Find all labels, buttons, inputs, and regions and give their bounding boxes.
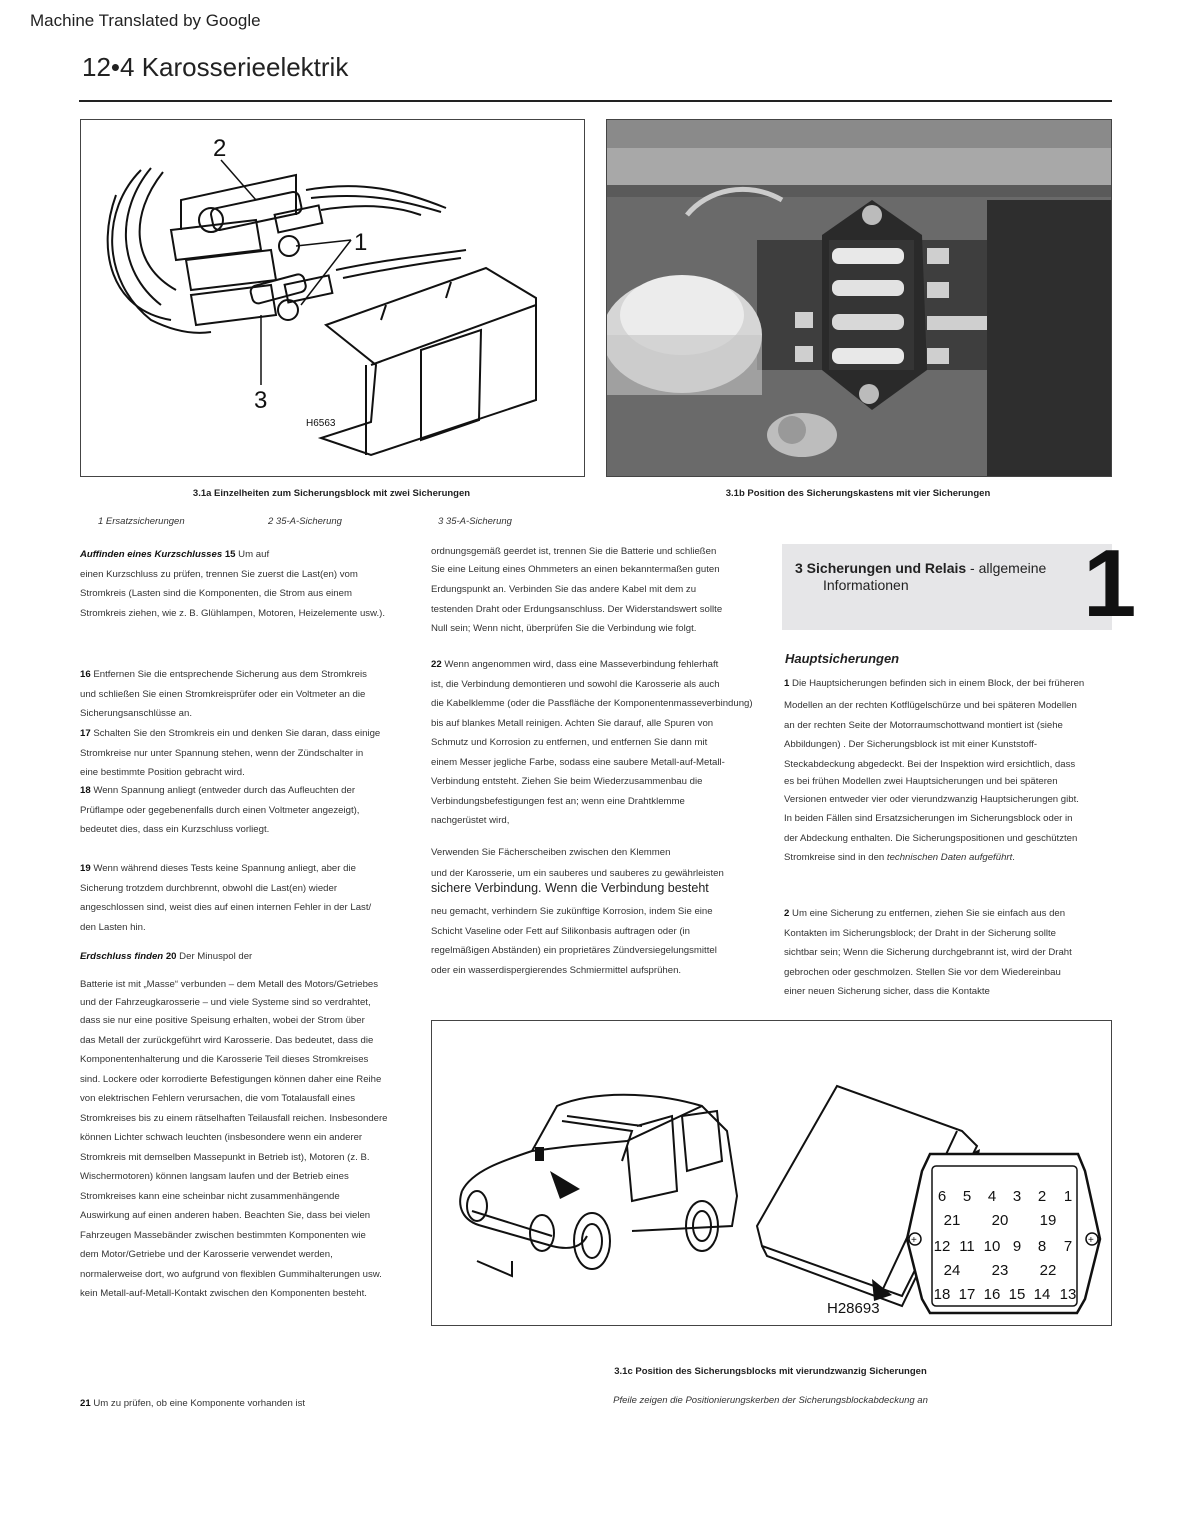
paragraph-15: Auffinden eines Kurzschlusses 15 Um auf einen Kurzschluss zu prüfen, trennen Sie zuerst die Last(en) vom Stromkreis (Lasten sind die Komponenten, die Strom aus einem Stromkreis ziehen, wie z. B. Glühlampen, Motoren, Heizelemente usw.).: [80, 549, 385, 619]
heading-short-circuit: Auffinden eines Kurzschlusses: [80, 549, 223, 560]
paragraph-21-continued-b: Erdungspunkt an. Verbinden Sie das andere Kabel mit dem zu testenden Draht oder Erdungsanschluss. Der Widerstandswert sollte Null sein; Wenn nicht, überprüfen Sie die Verbindung wie folgt.: [431, 584, 723, 634]
fuse-block-two-fuses-illustration: [81, 120, 584, 476]
fuse-8: 8: [1037, 1238, 1047, 1255]
car-and-fuse-block-illustration: [432, 1021, 1111, 1325]
paragraph-1-first: 1 Die Hauptsicherungen befinden sich in einem Block, der bei früheren: [784, 678, 1085, 689]
paragraph-21-continued-a: ordnungsgemäß geerdet ist, trennen Sie die Batterie und schließen Sie eine Leitung eines Ohmmeters an einen bekanntermaßen guten: [431, 546, 720, 575]
figure-ref-code: H6563: [306, 418, 336, 429]
chapter-number: 1: [1083, 530, 1137, 637]
figure-3-1a-fuse-block-drawing: [80, 119, 585, 477]
paragraph-19: 19 Wenn während dieses Tests keine Spannung anliegt, aber die Sicherung trotzdem durchbrennt, obwohl die Last(en) wieder angeschlossen sind, weist dies auf einen internen Fehler in der Last/ den Lasten hin.: [80, 863, 372, 933]
fuse-11: 11: [959, 1238, 975, 1255]
paragraph-22-cont-line2: und der Karosserie, um ein sauberes und sauberes zu gewährleisten: [431, 868, 724, 879]
paragraph-2-last: einer neuen Sicherung sicher, dass die Kontakte: [784, 986, 990, 997]
svg-text:+: +: [911, 1235, 917, 1246]
fuse-5: 5: [962, 1188, 972, 1205]
fuse-19: 19: [1039, 1212, 1057, 1229]
page-title: 12•4 Karosserieelektrik: [82, 52, 349, 82]
fuse-16: 16: [983, 1286, 1001, 1303]
figure-3-1b-caption: 3.1b Position des Sicherungskastens mit vier Sicherungen: [725, 488, 991, 499]
machine-translation-banner: Machine Translated by Google: [30, 11, 261, 30]
fuse-24: 24: [943, 1262, 961, 1279]
fuse-13: 13: [1059, 1286, 1077, 1303]
paragraph-18: 18 Wenn Spannung anliegt (entweder durch das Aufleuchten der Prüflampe oder gegebenenfalls durch einen Voltmeter angezeigt), bedeutet dies, dass ein Kurzschluss vorliegt.: [80, 785, 360, 835]
technical-data-reference: technischen Daten aufgeführt: [886, 852, 1013, 863]
fuse-9: 9: [1012, 1238, 1022, 1255]
paragraph-22-cont-rest: neu gemacht, verhindern Sie zukünftige Korrosion, indem Sie eine Schicht Vaseline oder Fett auf Silikonbasis auftragen oder (in regelmäßigen Abständen) ein proprietäres Zündversiegelungsmittel oder ein wasserdispergierendes Schmiermittel aufsprühen.: [431, 906, 717, 976]
paragraph-1-c: In beiden Fällen sind Ersatzsicherungen im Sicherungsblock oder in der Abdeckung enthalten. Die Sicherungspositionen und geschützten Stromkreise sind in den technischen Daten aufgeführt.: [784, 813, 1078, 863]
figure-3-1b-fuse-box-photo: [606, 119, 1112, 477]
paragraph-2: 2 Um eine Sicherung zu entfernen, ziehen Sie sie einfach aus den Kontakten im Sicherungsblock; der Draht in der Sicherung sollte sichtbar sein; Wenn die Sicherung durchgebrannt ist, wird der Draht gebrochen oder geschmolzen. Stellen Sie vor dem Wiedereinbau: [784, 908, 1072, 978]
four-fuse-box-photo: [607, 120, 1111, 476]
fuse-22: 22: [1039, 1262, 1057, 1279]
paragraph-20-a: Batterie ist mit „Masse“ verbunden – dem Metall des Motors/Getriebes und der Fahrzeugkarosserie – und viele Systeme sind so verdrahtet,: [80, 979, 379, 1008]
fuse-21: 21: [943, 1212, 961, 1229]
paragraph-21: 21 Um zu prüfen, ob eine Komponente vorhanden ist: [80, 1398, 306, 1409]
paragraph-1: Modellen an der rechten Kotflügelschürze und bei späteren Modellen an der rechten Seite der Motorraumschottwand montiert ist (siehe Abbildungen) . Der Sicherungsblock ist mit einer Kunststoff- Steckabdeckung abgedeckt. Bei der Inspektion wird ersichtlich, dass: [784, 700, 1077, 770]
subheading-main-fuses: Hauptsicherungen: [785, 651, 900, 666]
paragraph-22-cont-line1: Verwenden Sie Fächerscheiben zwischen den Klemmen: [431, 847, 671, 858]
legend-item-1: 1 Ersatzsicherungen: [98, 516, 185, 527]
fuse-10: 10: [983, 1238, 1001, 1255]
fuse-18: 18: [933, 1286, 951, 1303]
figure-3-1c-note: Pfeile zeigen die Positionierungskerben der Sicherungsblockabdeckung an: [613, 1395, 928, 1406]
fuse-12: 12: [933, 1238, 951, 1255]
figure-3-1c-caption: 3.1c Position des Sicherungsblocks mit vierundzwanzig Sicherungen: [614, 1366, 927, 1377]
heading-ground-fault: Erdschluss finden: [80, 951, 164, 962]
figure-3-1a-caption: 3.1a Einzelheiten zum Sicherungsblock mit zwei Sicherungen: [192, 488, 471, 499]
fuse-2: 2: [1037, 1188, 1047, 1205]
header-divider: [79, 100, 1112, 102]
legend-item-2: 2 35-A-Sicherung: [268, 516, 342, 527]
figure-ref-code: H28693: [827, 1300, 880, 1317]
fuse-3: 3: [1012, 1188, 1022, 1205]
section-title: 3 Sicherungen und Relais - allgemeine Informationen: [795, 560, 1047, 593]
paragraph-1-b: es bei frühen Modellen zwei Hauptsicherungen und bei späteren Versionen entweder vier oder vierundzwanzig Hauptsicherungen gibt.: [784, 776, 1079, 805]
fuse-7: 7: [1063, 1238, 1073, 1255]
paragraph-16: 16 Entfernen Sie die entsprechende Sicherung aus dem Stromkreis und schließen Sie einen Stromkreisprüfer oder ein Voltmeter an die Sicherungsanschlüsse an.: [80, 669, 367, 719]
fuse-14: 14: [1033, 1286, 1051, 1303]
paragraph-17: 17 Schalten Sie den Stromkreis ein und denken Sie daran, dass einige Stromkreise nur unter Spannung stehen, wenn der Zündschalter in eine bestimmte Position gebracht wird.: [80, 728, 381, 778]
legend-item-3: 3 35-A-Sicherung: [438, 516, 512, 527]
fuse-1: 1: [1063, 1188, 1073, 1205]
paragraph-22: 22 Wenn angenommen wird, dass eine Masseverbindung fehlerhaft ist, die Verbindung demontieren und sowohl die Karosserie als auch die Kabelklemme (oder die Passfläche der Komponentenmasseverbindung) bis auf blankes Metall reinigen. Achten Sie darauf, alle Spuren von Schmutz und Korrosion zu entfernen, und entfernen Sie dann mit einem Messer jegliche Farbe, sodass eine saubere Metall-auf-Metall- Verbindung entsteht. Ziehen Sie beim Wiederzusammenbau die Verbindungsbefestigungen fest an; wenn eine Drahtklemme nachgerüstet wird,: [431, 659, 753, 826]
callout-2: 2: [213, 135, 227, 162]
callout-1: 1: [354, 229, 368, 256]
svg-text:+: +: [1088, 1235, 1094, 1246]
fuse-6: 6: [937, 1188, 947, 1205]
fuse-17: 17: [958, 1286, 976, 1303]
paragraph-22-cont-large-line: sichere Verbindung. Wenn die Verbindung besteht: [431, 881, 709, 895]
paragraph-20-heading: Erdschluss finden 20 Der Minuspol der: [80, 951, 253, 962]
callout-3: 3: [254, 387, 268, 414]
fuse-4: 4: [987, 1188, 997, 1205]
fuse-15: 15: [1008, 1286, 1026, 1303]
paragraph-20-b: dass sie nur eine positive Speisung erhalten, wobei der Strom über das Metall der zurückgeführt wird Karosserie. Das bedeutet, dass die Komponentenhalterung und die Karosserie Teil dieses Stromkreises sind. Lockere oder korrodierte Befestigungen können daher eine Reihe von elektrischen Fehlern verursachen, die vom Totalausfall eines Stromkreises bis zu einem rätselhaften Teilausfall reichen. Insbesondere können Lichter schwach leuchten (insbesondere wenn ein anderer Stromkreis mit demselben Massepunkt in Betrieb ist), Motoren (z. B. Wischermotoren) können langsam laufen und der Betrieb eines Stromkreises kann eine scheinbar nicht zusammenhängende Auswirkung auf einen anderen haben. Beachten Sie, dass bei vielen Fahrzeugen Massebänder zwischen bestimmten Komponenten wie dem Motor/Getriebe und der Karosserie verwendet werden, normalerweise dort, wo aufgrund von flexiblen Gummihalterungen usw. kein Metall-auf-Metall-Kontakt zwischen den Komponenten besteht.: [80, 1015, 388, 1299]
figure-3-1c-24-fuse-block: [431, 1020, 1112, 1326]
fuse-20: 20: [991, 1212, 1009, 1229]
fuse-23: 23: [991, 1262, 1009, 1279]
